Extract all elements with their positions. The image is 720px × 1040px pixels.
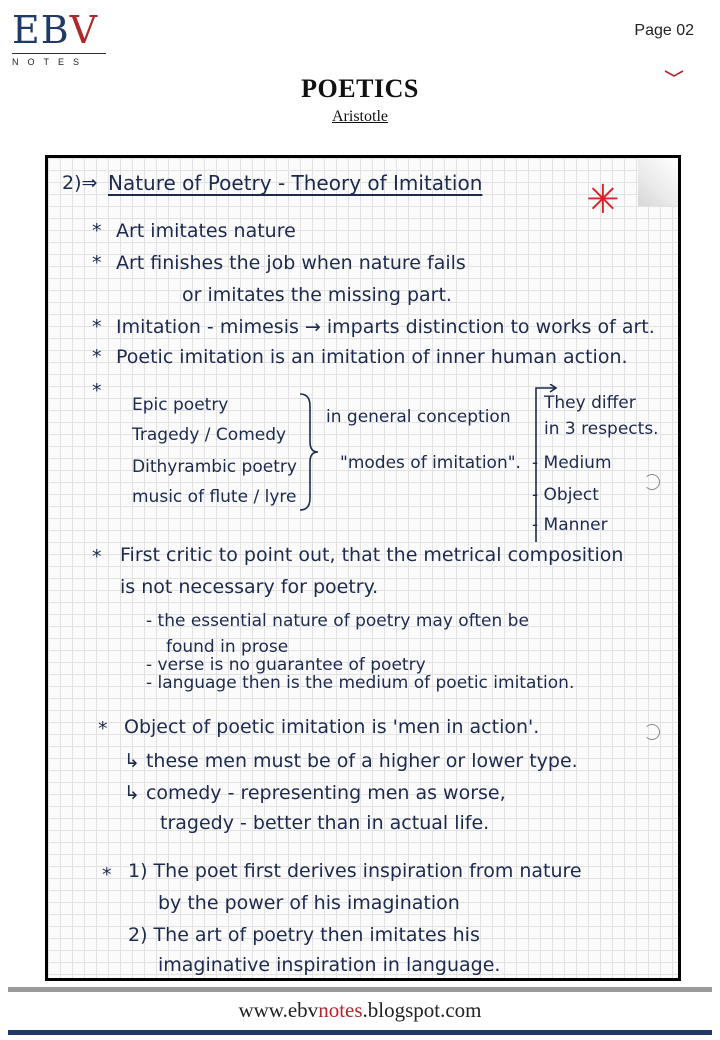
form-epic: Epic poetry — [132, 395, 229, 415]
poet-line-4: imaginative inspiration in language. — [158, 954, 501, 976]
form-flute-lyre: music of flute / lyre — [132, 487, 297, 507]
footer-bottom-rule — [8, 1030, 712, 1035]
logo-eb: EB — [12, 8, 70, 52]
bullet-icon: * — [98, 718, 108, 740]
critic-sub-3: - language then is the medium of poetic imitation. — [146, 673, 575, 693]
form-tragedy-comedy: Tragedy / Comedy — [132, 425, 287, 445]
poet-line-1: 1) The poet first derives inspiration from nature — [128, 860, 582, 882]
object-of-imitation: Object of poetic imitation is 'men in action'. — [124, 716, 540, 738]
critic-sub-2: - verse is no guarantee of poetry — [146, 655, 426, 675]
section-number: 2)⇒ — [62, 172, 98, 194]
respect-object: - Object — [532, 485, 599, 505]
form-dithyrambic: Dithyrambic poetry — [132, 457, 297, 477]
poet-line-2: by the power of his imagination — [158, 892, 460, 914]
point-art-imitates: Art imitates nature — [116, 220, 296, 242]
red-asterisk-icon: ✳ — [586, 177, 620, 223]
point-art-finishes-cont: or imitates the missing part. — [182, 284, 452, 306]
differ-line-2: in 3 respects. — [544, 419, 659, 439]
notebook-page — [45, 155, 681, 981]
page-number: Page 02 — [634, 22, 694, 39]
logo-v: V — [69, 8, 99, 52]
bullet-icon: * — [102, 864, 112, 886]
page-subtitle-author: Aristotle — [332, 108, 388, 125]
page-title: POETICS — [301, 74, 419, 103]
punch-hole-mark — [644, 724, 660, 740]
ebv-logo — [12, 10, 108, 67]
object-sub-3: tragedy - better than in actual life. — [160, 812, 490, 834]
bullet-icon: * — [92, 220, 102, 242]
respect-medium: - Medium — [532, 453, 612, 473]
logo-notes-text: NOTES — [12, 57, 89, 67]
modes-of-imitation-text: "modes of imitation". — [340, 453, 521, 473]
footer-url-red: notes — [318, 998, 363, 1022]
footer-url-pre: www.ebv — [238, 998, 319, 1022]
logo-divider — [12, 53, 106, 54]
critic-sub-1: - the essential nature of poetry may often be — [146, 611, 529, 631]
point-poetic-imitation: Poetic imitation is an imitation of inner human action. — [116, 346, 628, 368]
logo-wordmark — [12, 10, 108, 50]
punch-hole-mark — [644, 474, 660, 490]
bullet-icon: * — [92, 252, 102, 274]
point-mimesis: Imitation - mimesis → imparts distinction to works of art. — [116, 316, 655, 338]
bullet-icon: * — [92, 316, 102, 338]
footer-url[interactable] — [0, 998, 720, 1023]
critic-line-1: First critic to point out, that the metrical composition — [120, 544, 624, 566]
right-brace-icon — [296, 392, 320, 512]
differ-line-1: They differ — [544, 393, 636, 413]
object-sub-2: ↳ comedy - representing men as worse, — [124, 782, 506, 804]
bullet-icon: * — [92, 546, 102, 568]
poet-line-3: 2) The art of poetry then imitates his — [128, 924, 480, 946]
bullet-icon: * — [92, 346, 102, 368]
bullet-icon: * — [92, 380, 102, 402]
footer-top-rule — [8, 987, 712, 992]
respect-manner: - Manner — [532, 515, 608, 535]
page-fold-corner — [638, 158, 678, 206]
object-sub-1: ↳ these men must be of a higher or lower type. — [124, 750, 578, 772]
critic-sub-1-cont: found in prose — [166, 637, 289, 657]
footer-url-post: .blogspot.com — [362, 998, 482, 1022]
general-conception-text: in general conception — [326, 407, 511, 427]
critic-line-2: is not necessary for poetry. — [120, 576, 379, 598]
section-heading: Nature of Poetry - Theory of Imitation — [108, 171, 483, 195]
point-art-finishes: Art finishes the job when nature fails — [116, 252, 466, 274]
